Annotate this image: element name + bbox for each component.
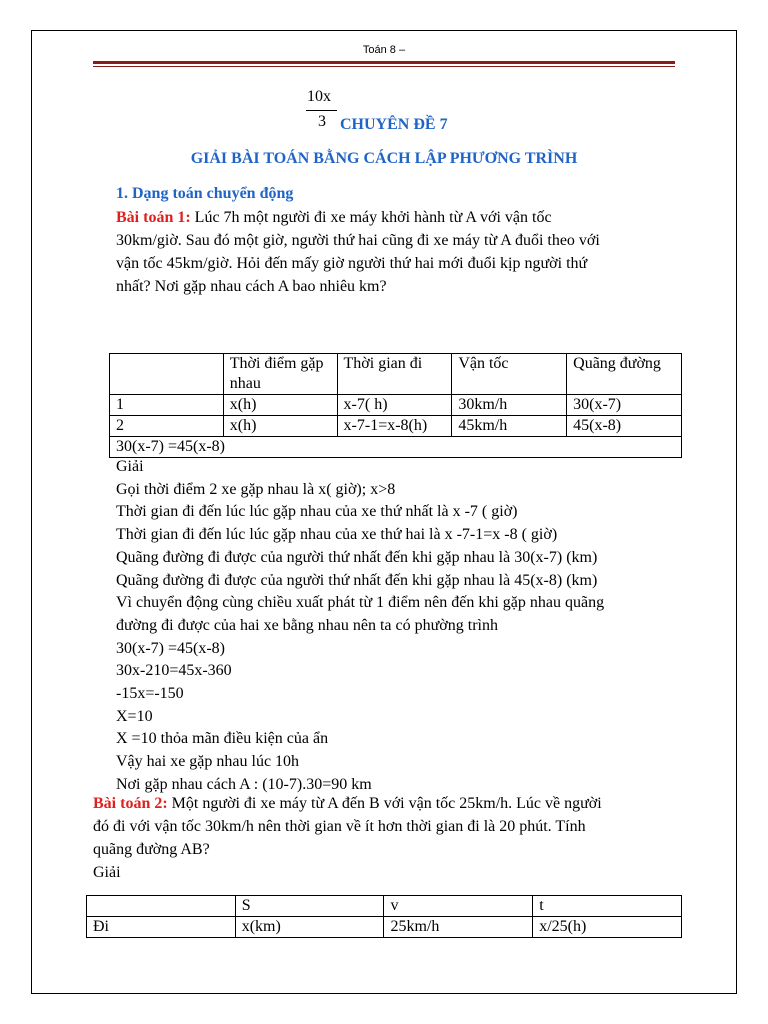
table-cell: 25km/h	[384, 917, 533, 938]
table-row	[110, 416, 682, 437]
table-header-row	[110, 354, 682, 395]
table-header-cell: Vận tốc	[452, 354, 567, 395]
table-cell: 30km/h	[452, 395, 567, 416]
solution-line: 30x-210=45x-360	[116, 662, 232, 680]
table-header-cell: Quãng đường	[567, 354, 682, 395]
page-header: Toán 8 –	[362, 44, 406, 56]
solution-line: 30(x-7) =45(x-8)	[116, 639, 225, 657]
table-cell: 1	[110, 395, 224, 416]
table-row	[110, 395, 682, 416]
table-cell: 45(x-8)	[567, 416, 682, 437]
table-footer-row	[110, 437, 682, 458]
problem1-text	[116, 206, 600, 298]
table-header-cell	[87, 896, 236, 917]
table-cell: Đi	[87, 917, 236, 938]
header-rule-thick	[93, 61, 675, 64]
table-cell: 45km/h	[452, 416, 567, 437]
solution-line: Quãng đường đi được của người thứ nhất đến khi gặp nhau là 30(x-7) (km)	[116, 548, 598, 566]
fraction-numerator: 10x	[307, 88, 331, 105]
problem2-text	[93, 792, 602, 884]
problem2-line: đó đi với vận tốc 30km/h nên thời gian về ít hơn thời gian đi là 20 phút. Tính	[93, 818, 586, 835]
table-header-cell: t	[533, 896, 682, 917]
solution-line: X=10	[116, 707, 153, 725]
solution-line: Vì chuyển động cùng chiều xuất phát từ 1 điểm nên đến khi gặp nhau quãng	[116, 594, 605, 612]
table-header-cell: v	[384, 896, 533, 917]
chapter-subtitle: GIẢI BÀI TOÁN BẰNG CÁCH LẬP PHƯƠNG TRÌNH	[190, 150, 578, 167]
problem1-label: Bài toán 1:	[116, 209, 191, 226]
problem1-line: nhất? Nơi gặp nhau cách A bao nhiêu km?	[116, 278, 387, 295]
table-header-row	[87, 896, 682, 917]
solution-line: X =10 thỏa mãn điều kiện của ẩn	[116, 730, 329, 748]
fraction-bar	[306, 110, 337, 111]
table-header-cell: S	[235, 896, 384, 917]
table-cell: x-7-1=x-8(h)	[337, 416, 452, 437]
solution-line: Quãng đường đi được của người thứ nhất đến khi gặp nhau là 45(x-8) (km)	[116, 571, 598, 589]
table-row	[87, 917, 682, 938]
table-footer-cell: 30(x-7) =45(x-8)	[110, 437, 682, 458]
table-header-cell: Thời gian đi	[337, 354, 452, 395]
solution-line: Vậy hai xe gặp nhau lúc 10h	[116, 753, 300, 771]
table-cell: 30(x-7)	[567, 395, 682, 416]
solution-line: Gọi thời điểm 2 xe gặp nhau là x( giờ); x>8	[116, 480, 396, 498]
motion-table	[109, 353, 682, 458]
header-rule-thin	[93, 66, 675, 67]
table-cell: x(km)	[235, 917, 384, 938]
problem1-line: 30km/giờ. Sau đó một giờ, người thứ hai cũng đi xe máy từ A đuổi theo với	[116, 232, 600, 249]
problem2-line: quãng đường AB?	[93, 841, 210, 858]
distance-table	[86, 895, 682, 938]
table-header-cell	[110, 354, 224, 395]
problem2-label: Bài toán 2:	[93, 795, 168, 812]
solution-line: Nơi gặp nhau cách A : (10-7).30=90 km	[116, 775, 372, 793]
table-cell: x(h)	[223, 395, 337, 416]
solution-line: Thời gian đi đến lúc lúc gặp nhau của xe thứ nhất là x -7 ( giờ)	[116, 503, 518, 521]
solution1	[116, 456, 604, 797]
fraction-denominator: 3	[318, 113, 326, 130]
chapter-title: CHUYÊN ĐỀ 7	[340, 116, 448, 133]
problem2-line: Một người đi xe máy từ A đến B với vận tốc 25km/h. Lúc về người	[167, 795, 602, 812]
solution-line: -15x=-150	[116, 685, 184, 703]
problem1-line: Lúc 7h một người đi xe máy khởi hành từ A với vận tốc	[190, 209, 552, 226]
solution-line: đường đi được của hai xe bằng nhau nên ta có phường trình	[116, 616, 498, 634]
table-cell: 2	[110, 416, 224, 437]
table-header-cell: Thời điểm gặp nhau	[223, 354, 337, 395]
section-heading: 1. Dạng toán chuyển động	[116, 185, 294, 202]
table-cell: x(h)	[223, 416, 337, 437]
solution-line: Thời gian đi đến lúc lúc gặp nhau của xe thứ hai là x -7-1=x -8 ( giờ)	[116, 526, 558, 544]
problem2-line: Giải	[93, 864, 121, 881]
solution-line: Giải	[116, 458, 144, 475]
table-cell: x/25(h)	[533, 917, 682, 938]
problem1-line: vận tốc 45km/giờ. Hỏi đến mấy giờ người thứ hai mới đuổi kịp người thứ	[116, 255, 588, 272]
table-cell: x-7( h)	[337, 395, 452, 416]
